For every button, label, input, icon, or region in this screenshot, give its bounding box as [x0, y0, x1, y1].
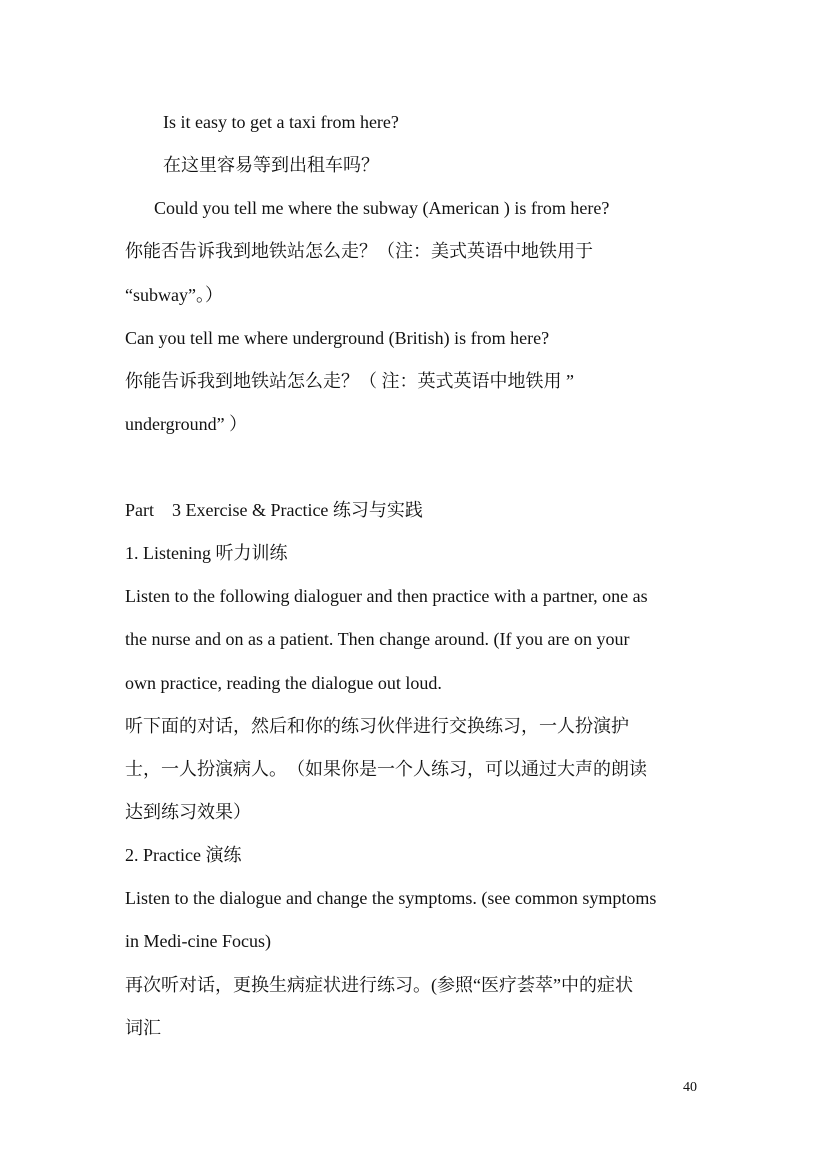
section-heading-part3: Part 3 Exercise & Practice 练习与实践 — [125, 500, 423, 520]
subheading-listening: 1. Listening 听力训练 — [125, 543, 288, 563]
text-line-listening-zh-3: 达到练习效果） — [125, 802, 251, 822]
text-line-underground-question-zh: 你能告诉我到地铁站怎么走？（ 注：英式英语中地铁用 ” — [125, 371, 574, 391]
text-line-underground-note: underground” ） — [125, 414, 248, 434]
text-line-listening-2: the nurse and on as a patient. Then change around. (If you are on your — [125, 629, 630, 649]
text-line-subway-note: “subway”。） — [125, 285, 223, 305]
text-line-underground-question: Can you tell me where underground (British) is from here? — [125, 328, 550, 348]
text-line-taxi-question-zh: 在这里容易等到出租车吗？ — [163, 155, 379, 175]
text-line-taxi-question: Is it easy to get a taxi from here? — [163, 112, 399, 132]
text-line-subway-question: Could you tell me where the subway (American ) is from here? — [154, 198, 610, 218]
text-line-subway-question-zh: 你能否告诉我到地铁站怎么走？（注：美式英语中地铁用于 — [125, 241, 593, 261]
text-line-listening-1: Listen to the following dialoguer and then practice with a partner, one as — [125, 586, 648, 606]
text-line-practice-2: in Medi-cine Focus) — [125, 931, 271, 951]
page-number: 40 — [683, 1080, 697, 1095]
text-line-practice-zh-1: 再次听对话，更换生病症状进行练习。(参照“医疗荟萃”中的症状 — [125, 975, 633, 995]
text-line-listening-zh-2: 士，一人扮演病人。 （如果你是一个人练习，可以通过大声的朗读 — [125, 759, 647, 779]
text-line-listening-zh-1: 听下面的对话，然后和你的练习伙伴进行交换练习，一人扮演护 — [125, 716, 629, 736]
text-line-practice-1: Listen to the dialogue and change the symptoms. (see common symptoms — [125, 888, 657, 908]
text-line-listening-3: own practice, reading the dialogue out loud. — [125, 673, 442, 693]
subheading-practice: 2. Practice 演练 — [125, 845, 242, 865]
text-line-practice-zh-2: 词汇 — [125, 1018, 161, 1038]
